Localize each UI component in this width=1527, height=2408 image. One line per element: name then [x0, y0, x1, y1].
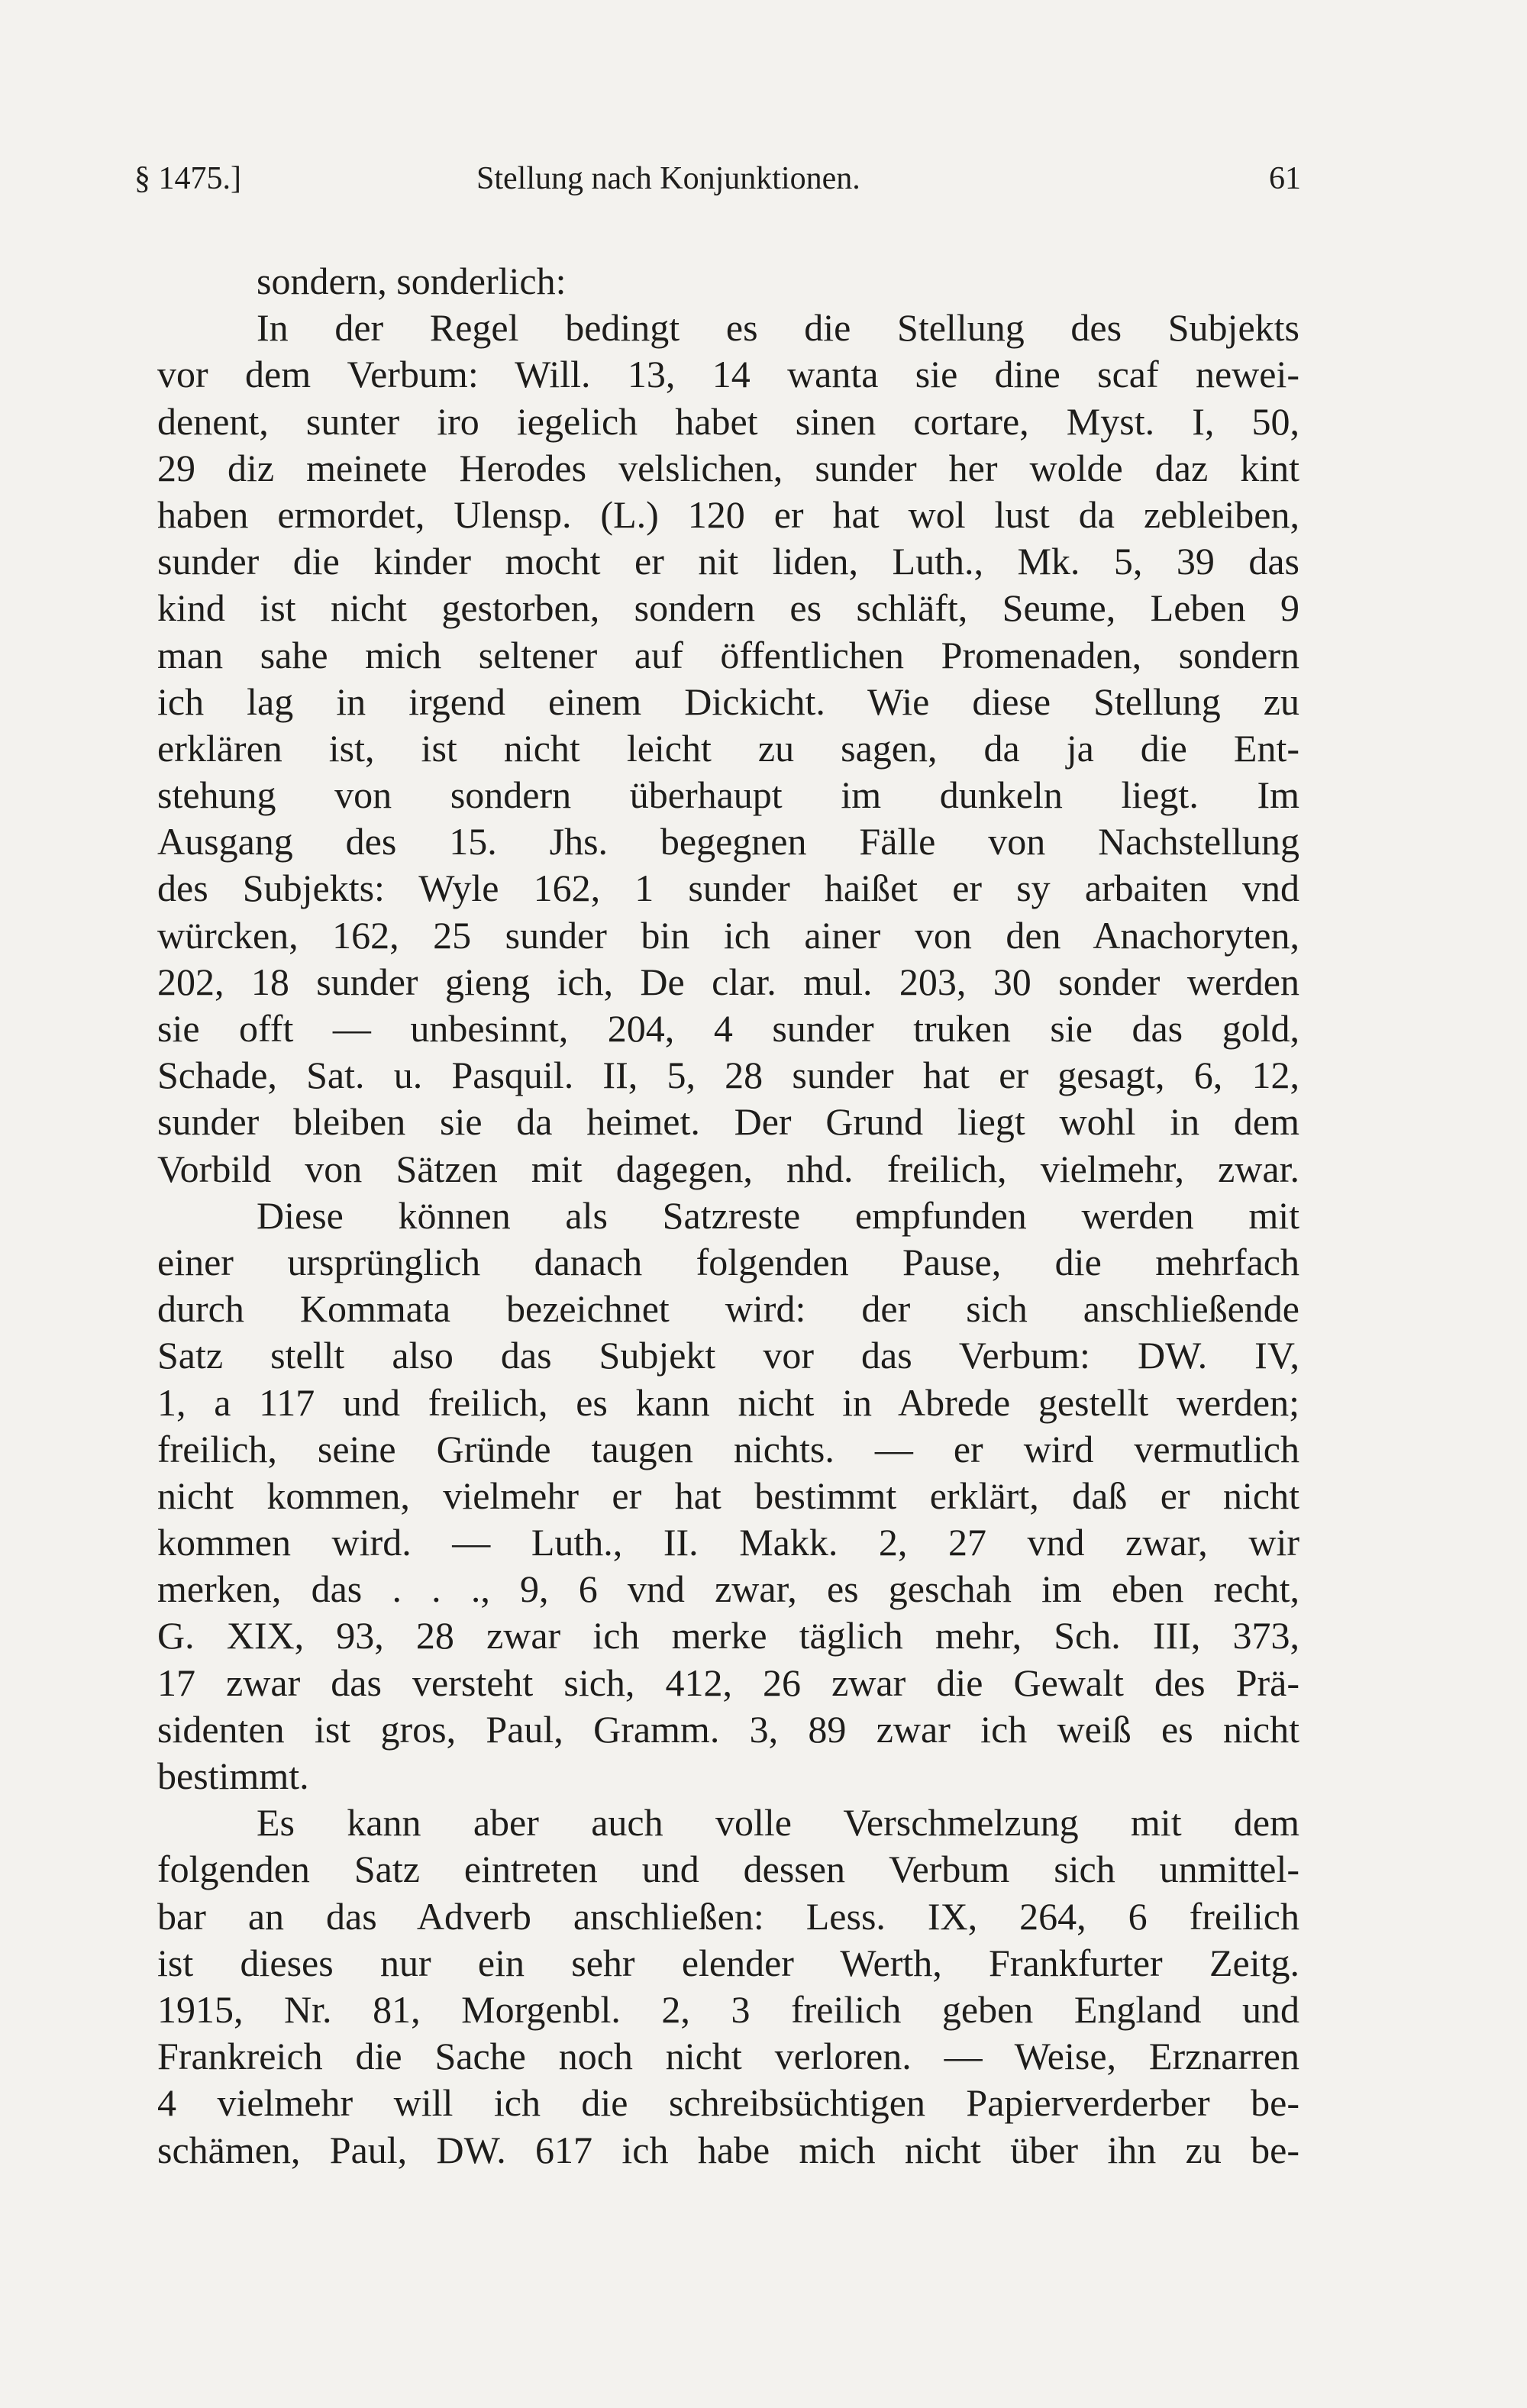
text-line: 1, a 117 und freilich, es kann nicht in Abrede gestellt werden;	[157, 1380, 1299, 1424]
body-text	[157, 258, 1299, 2174]
text-line: sondern, sonderlich:	[257, 260, 567, 302]
page-header	[134, 160, 1301, 209]
text-line: vor dem Verbum: Will. 13, 14 wanta sie dine scaf newei-	[157, 353, 1299, 396]
page-number: 61	[1269, 161, 1301, 196]
text-line: des Subjekts: Wyle 162, 1 sunder haißet er sy arbaiten vnd	[157, 867, 1299, 910]
text-line: sidenten ist gros, Paul, Gramm. 3, 89 zwar ich weiß es nicht	[157, 1707, 1299, 1751]
text-line: man sahe mich seltener auf öffentlichen Promenaden, sondern	[157, 633, 1299, 676]
text-line: Ausgang des 15. Jhs. begegnen Fälle von Nachstellung	[157, 820, 1299, 863]
text-line: G. XIX, 93, 28 zwar ich merke täglich mehr, Sch. III, 373,	[157, 1614, 1299, 1658]
text-line: In der Regel bedingt es die Stellung des Subjekts	[257, 306, 1299, 350]
text-line: freilich, seine Gründe taugen nichts. — er wird vermutlich	[157, 1427, 1299, 1470]
text-line: Satz stellt also das Subjekt vor das Verbum: DW. IV,	[157, 1334, 1299, 1377]
text-line: bar an das Adverb anschließen: Less. IX, 264, 6 freilich	[157, 1894, 1299, 1938]
text-line: Schade, Sat. u. Pasquil. II, 5, 28 sunder hat er gesagt, 6, 12,	[157, 1054, 1299, 1097]
text-line: nicht kommen, vielmehr er hat bestimmt erklärt, daß er nicht	[157, 1474, 1299, 1517]
text-line: ist dieses nur ein sehr elender Werth, Frankfurter Zeitg.	[157, 1941, 1299, 1984]
text-line: kind ist nicht gestorben, sondern es schläft, Seume, Leben 9	[157, 586, 1299, 630]
text-line: Frankreich die Sache noch nicht verloren. — Weise, Erznarren	[157, 2035, 1299, 2078]
text-line: kommen wird. — Luth., II. Makk. 2, 27 vnd zwar, wir	[157, 1521, 1299, 1564]
text-line: Vorbild von Sätzen mit dagegen, nhd. freilich, vielmehr, zwar.	[157, 1147, 1299, 1190]
text-line: 1915, Nr. 81, Morgenbl. 2, 3 freilich geben England und	[157, 1987, 1299, 2031]
text-line: sunder die kinder mocht er nit liden, Luth., Mk. 5, 39 das	[157, 540, 1299, 583]
text-line: haben ermordet, Ulensp. (L.) 120 er hat wol lust da zebleiben,	[157, 492, 1299, 536]
text-line: schämen, Paul, DW. 617 ich habe mich nicht über ihn zu be-	[157, 2128, 1299, 2171]
text-line: 17 zwar das versteht sich, 412, 26 zwar die Gewalt des Prä-	[157, 1661, 1299, 1704]
text-line: einer ursprünglich danach folgenden Pause, die mehrfach	[157, 1240, 1299, 1283]
text-line: stehung von sondern überhaupt im dunkeln liegt. Im	[157, 773, 1299, 817]
text-line: durch Kommata bezeichnet wird: der sich anschließende	[157, 1287, 1299, 1331]
text-line: 29 diz meinete Herodes velslichen, sunder her wolde daz kint	[157, 446, 1299, 489]
text-line: bestimmt.	[157, 1754, 309, 1797]
text-line: sie offt — unbesinnt, 204, 4 sunder truken sie das gold,	[157, 1007, 1299, 1050]
text-line: merken, das . . ., 9, 6 vnd zwar, es geschah im eben recht,	[157, 1567, 1299, 1611]
text-line: denent, sunter iro iegelich habet sinen cortare, Myst. I, 50,	[157, 399, 1299, 443]
text-line: 4 vielmehr will ich die schreibsüchtigen Papierverderber be-	[157, 2081, 1299, 2125]
text-line: folgenden Satz eintreten und dessen Verbum sich unmittel-	[157, 1848, 1299, 1891]
running-title: Stellung nach Konjunktionen.	[476, 161, 860, 196]
text-line: Es kann aber auch volle Verschmelzung mit dem	[257, 1801, 1299, 1845]
text-line: Diese können als Satzreste empfunden werden mit	[257, 1193, 1299, 1237]
text-line: erklären ist, ist nicht leicht zu sagen, da ja die Ent-	[157, 726, 1299, 770]
section-number: § 1475.]	[134, 161, 241, 196]
text-line: sunder bleiben sie da heimet. Der Grund liegt wohl in dem	[157, 1100, 1299, 1144]
text-line: 202, 18 sunder gieng ich, De clar. mul. 203, 30 sonder werden	[157, 960, 1299, 1003]
text-line: würcken, 162, 25 sunder bin ich ainer von den Anachoryten,	[157, 913, 1299, 957]
text-line: ich lag in irgend einem Dickicht. Wie diese Stellung zu	[157, 679, 1299, 723]
